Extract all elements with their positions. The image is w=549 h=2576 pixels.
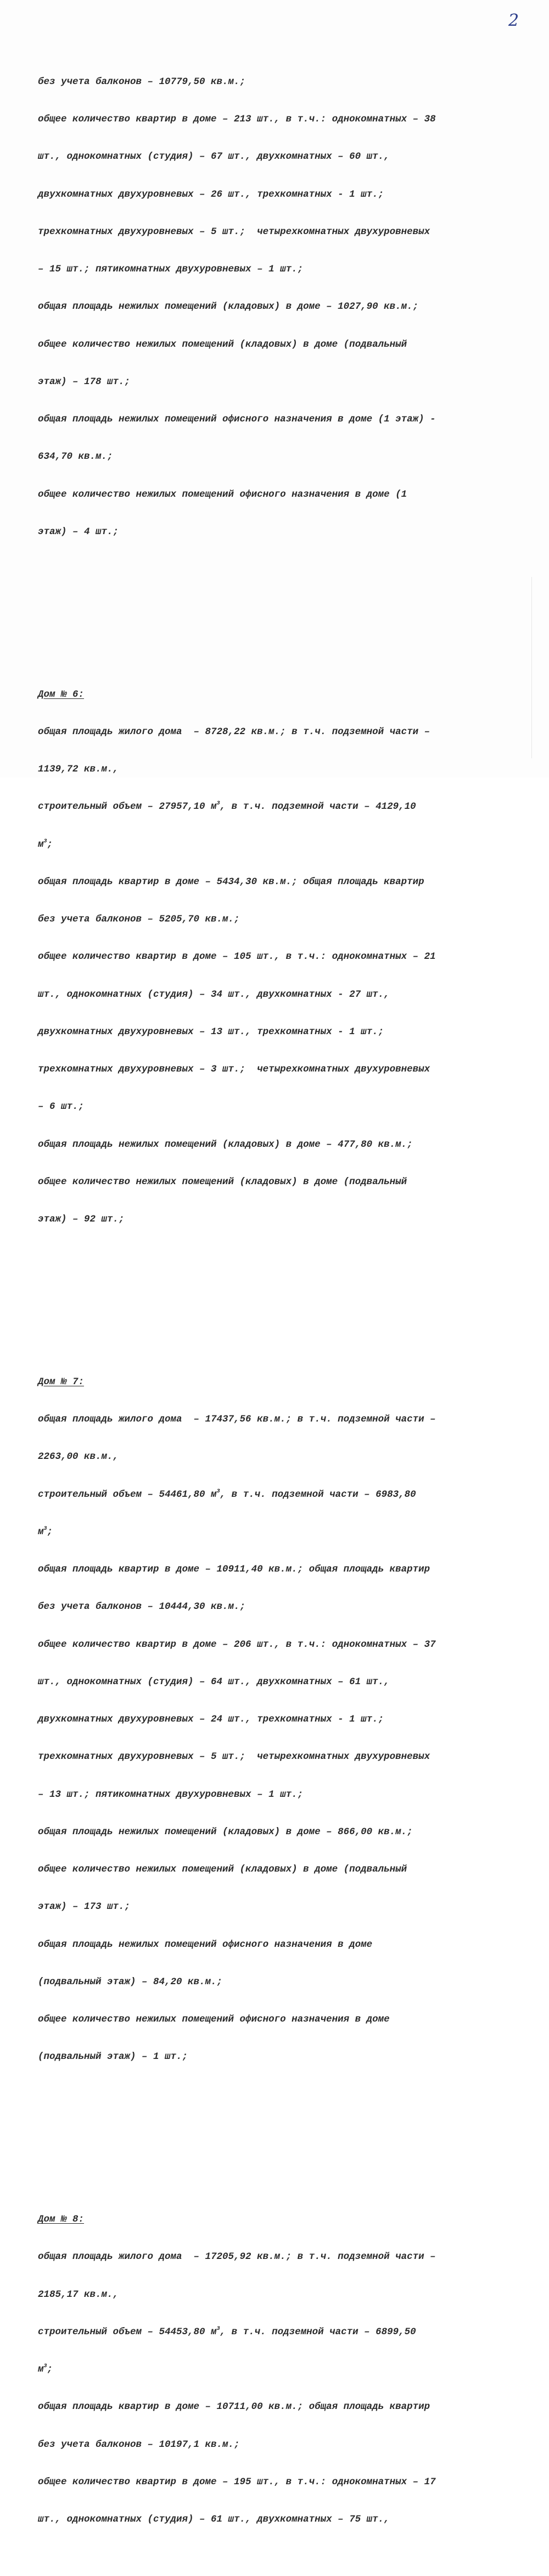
house-6-section: [38, 663, 521, 1251]
text-line: общая площадь нежилых помещений (кладовых) в доме – 1027,90 кв.м.;: [38, 301, 419, 313]
unit-terminator: ;: [47, 839, 53, 850]
underground-volume-text: , в т.ч. подземной части – 6899,50: [220, 2326, 416, 2338]
text-line: общее количество нежилых помещений офисного назначения в доме (1: [38, 488, 407, 500]
text-line: общая площадь нежилых помещений (кладовых) в доме – 477,80 кв.м.;: [38, 1139, 413, 1150]
house-8-heading: Дом № 8:: [38, 2214, 85, 2225]
handwritten-page-number: 2: [508, 11, 519, 30]
text-line: – 15 шт.; пятикомнатных двухуровневых – 1 шт.;: [38, 264, 304, 275]
blank-line: [38, 1289, 521, 1301]
building-volume-text: строительный объем – 54461,80 м: [38, 1489, 217, 1500]
unit-terminator: ;: [47, 1526, 53, 1537]
text-line: общее количество квартир в доме – 213 шт., в т.ч.: однокомнатных – 38: [38, 114, 436, 125]
text-line: без учета балконов – 10779,50 кв.м.;: [38, 76, 246, 87]
text-line: общая площадь жилого дома – 8728,22 кв.м.; в т.ч. подземной части –: [38, 726, 430, 737]
unit-text: м: [38, 1526, 44, 1537]
text-line: шт., однокомнатных (студия) – 61 шт., двухкомнатных – 75 шт.,: [38, 2514, 390, 2525]
text-line: без учета балконов – 10197,1 кв.м.;: [38, 2439, 240, 2450]
scan-edge-line: [531, 577, 532, 758]
building-volume-line: [38, 1489, 521, 1501]
text-line: (подвальный этаж) – 84,20 кв.м.;: [38, 1976, 223, 1987]
text-line: этаж) – 178 шт.;: [38, 376, 131, 387]
blank-line: [38, 601, 521, 613]
house-8-section: [38, 2189, 521, 2551]
building-volume-line: [38, 801, 521, 813]
text-line: трехкомнатных двухуровневых – 3 шт.; четырехкомнатных двухуровневых: [38, 1064, 430, 1075]
text-line: этаж) – 173 шт.;: [38, 1901, 131, 1913]
building-volume-line: [38, 2326, 521, 2339]
unit-text: м: [38, 839, 44, 850]
text-line: (подвальный этаж) – 1 шт.;: [38, 2051, 188, 2063]
text-line: общая площадь жилого дома – 17205,92 кв.м.; в т.ч. подземной части –: [38, 2251, 436, 2263]
blank-line: [38, 2126, 521, 2139]
underground-volume-text: , в т.ч. подземной части – 6983,80: [220, 1489, 416, 1500]
text-line: общее количество нежилых помещений (кладовых) в доме (подвальный: [38, 1176, 407, 1187]
unit-line: [38, 839, 521, 851]
building-volume-text: строительный объем – 27957,10 м: [38, 801, 217, 813]
text-line: общая площадь нежилых помещений офисного назначения в доме: [38, 1939, 373, 1950]
text-line: общая площадь жилого дома – 17437,56 кв.м.; в т.ч. подземной части –: [38, 1414, 436, 1425]
text-line: шт., однокомнатных (студия) – 67 шт., двухкомнатных – 60 шт.,: [38, 151, 390, 163]
cubic-superscript: 3: [43, 2363, 47, 2369]
text-line: общее количество квартир в доме – 195 шт., в т.ч.: однокомнатных – 17: [38, 2476, 436, 2488]
text-line: трехкомнатных двухуровневых – 5 шт.; четырехкомнатных двухуровневых: [38, 226, 430, 237]
text-line: общее количество нежилых помещений офисного назначения в доме: [38, 2014, 390, 2025]
house-6-heading: Дом № 6:: [38, 689, 85, 700]
text-line: 2185,17 кв.м.,: [38, 2289, 119, 2300]
text-line: двухкомнатных двухуровневых – 13 шт., трехкомнатных - 1 шт.;: [38, 1026, 384, 1037]
text-line: общее количество нежилых помещений (кладовых) в доме (подвальный: [38, 1864, 407, 1875]
text-line: двухкомнатных двухуровневых – 26 шт., трехкомнатных - 1 шт.;: [38, 188, 384, 200]
cubic-superscript: 3: [216, 2325, 220, 2332]
text-line: этаж) – 4 шт.;: [38, 526, 119, 537]
text-line: общая площадь квартир в доме – 5434,30 кв.м.; общая площадь квартир: [38, 876, 424, 887]
text-line: без учета балконов – 5205,70 кв.м.;: [38, 914, 240, 925]
text-line: двухкомнатных двухуровневых – 24 шт., трехкомнатных - 1 шт.;: [38, 1714, 384, 1725]
house-6-heading-line: [38, 689, 521, 701]
text-line: общая площадь квартир в доме – 10911,40 кв.м.; общая площадь квартир: [38, 1564, 430, 1575]
text-line: 2263,00 кв.м.,: [38, 1451, 119, 1463]
document-body: [38, 13, 521, 2576]
text-line: общая площадь нежилых помещений офисного назначения в доме (1 этаж) -: [38, 414, 436, 425]
cubic-superscript: 3: [216, 801, 220, 807]
text-line: трехкомнатных двухуровневых – 5 шт.; четырехкомнатных двухуровневых: [38, 1751, 430, 1763]
text-line: – 13 шт.; пятикомнатных двухуровневых – 1 шт.;: [38, 1789, 304, 1800]
cubic-superscript: 3: [43, 838, 47, 845]
house-8-heading-line: [38, 2213, 521, 2226]
text-line: – 6 шт.;: [38, 1101, 85, 1113]
house-7-heading-line: [38, 1376, 521, 1389]
text-line: 1139,72 кв.м.,: [38, 764, 119, 775]
text-line: общая площадь квартир в доме – 10711,00 кв.м.; общая площадь квартир: [38, 2401, 430, 2413]
unit-line: [38, 2363, 521, 2376]
cubic-superscript: 3: [43, 1525, 47, 1532]
cubic-superscript: 3: [216, 1488, 220, 1495]
text-line: общее количество квартир в доме – 206 шт., в т.ч.: однокомнатных – 37: [38, 1639, 436, 1650]
text-line: общее количество квартир в доме – 105 шт., в т.ч.: однокомнатных – 21: [38, 951, 436, 963]
unit-line: [38, 1526, 521, 1539]
text-line: шт., однокомнатных (студия) – 64 шт., двухкомнатных – 61 шт.,: [38, 1676, 390, 1687]
unit-text: м: [38, 2364, 44, 2375]
text-line: общая площадь нежилых помещений (кладовых) в доме – 866,00 кв.м.;: [38, 1826, 413, 1837]
text-line: без учета балконов – 10444,30 кв.м.;: [38, 1601, 246, 1613]
underground-volume-text: , в т.ч. подземной части – 4129,10: [220, 801, 416, 813]
top-continuation-block: [38, 51, 521, 563]
building-volume-text: строительный объем – 54453,80 м: [38, 2326, 217, 2338]
text-line: шт., однокомнатных (студия) – 34 шт., двухкомнатных - 27 шт.,: [38, 989, 390, 1000]
house-7-section: [38, 1351, 521, 2088]
unit-terminator: ;: [47, 2364, 53, 2375]
text-line: этаж) – 92 шт.;: [38, 1214, 125, 1225]
text-line: общее количество нежилых помещений (кладовых) в доме (подвальный: [38, 338, 407, 350]
text-line: 634,70 кв.м.;: [38, 451, 113, 463]
house-7-heading: Дом № 7:: [38, 1376, 85, 1387]
